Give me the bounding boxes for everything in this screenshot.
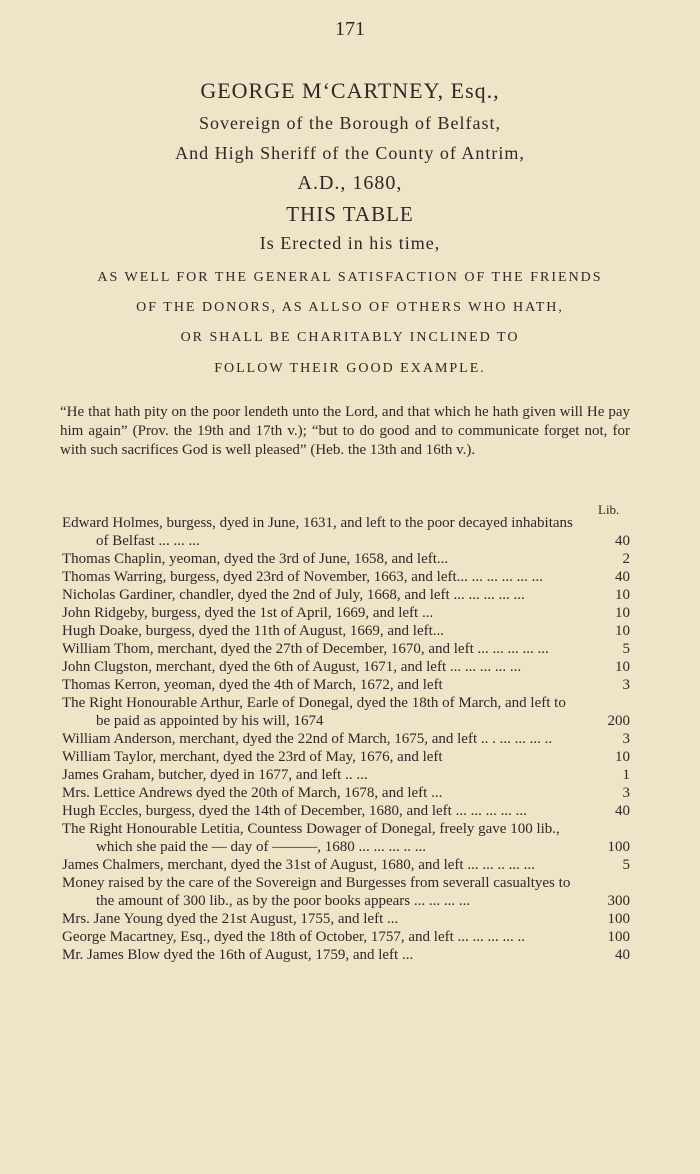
donor-entry-amount: 10 [615,623,630,639]
donor-entry-amount: 10 [615,749,630,765]
donor-entry-text: Nicholas Gardiner, chandler, dyed the 2nd of July, 1668, and left ... ... ... ... ... [62,587,525,603]
donor-entry-text: Hugh Eccles, burgess, dyed the 14th of December, 1680, and left ... ... ... ... ... [62,803,527,819]
donor-entry [62,604,638,622]
donor-entry [62,586,638,604]
donor-entry [62,820,638,856]
donor-entry-amount: 40 [615,803,630,819]
donor-entry-amount: 300 [607,893,630,909]
page-number: 171 [335,18,365,40]
donor-entry-text: Thomas Kerron, yeoman, dyed the 4th of March, 1672, and left [62,677,443,693]
donor-entry-amount: 5 [622,857,630,873]
donor-entry [62,658,638,676]
donor-entry-text: John Ridgeby, burgess, dyed the 1st of April, 1669, and left ... [62,605,434,621]
amount-header: Lib. [598,502,620,517]
donor-entry [62,766,638,784]
donor-entry [62,622,638,640]
donor-entry-amount: 100 [607,929,630,945]
donor-entry-text: Mrs. Lettice Andrews dyed the 20th of March, 1678, and left ... [62,785,443,801]
donor-entry [62,748,638,766]
donor-entry-text: Thomas Warring, burgess, dyed 23rd of November, 1663, and left... ... ... ... ... ... [62,569,543,585]
heading-line-3: OR SHALL BE CHARITABLY INCLINED TO [180,330,520,345]
donor-entry-amount: 100 [607,911,630,927]
donor-entry [62,946,638,964]
donor-entry-amount: 5 [622,641,630,657]
donor-entry-amount: 100 [607,839,630,855]
donor-entry [62,640,638,658]
donor-entry-text: William Thom, merchant, dyed the 27th of December, 1670, and left ... ... ... ... ... [62,641,549,657]
donor-entry-text: Edward Holmes, burgess, dyed in June, 1631, and left to the poor decayed inhabitans of Belfast ... ... ... [62,515,573,549]
donor-entry-amount: 3 [622,731,630,747]
donor-entry-amount: 10 [615,605,630,621]
donor-entry [62,874,638,910]
donor-entry-text: The Right Honourable Letitia, Countess Dowager of Donegal, freely gave 100 lib., which she paid the — day of ———, 1680 ... ... ... .. ... [62,821,560,855]
donor-entry-text: Thomas Chaplin, yeoman, dyed the 3rd of June, 1658, and left... [62,551,449,567]
heading-sheriff: And High Sheriff of the County of Antrim, [175,143,525,163]
donor-entry-amount: 1 [622,767,630,783]
donor-entry [62,910,638,928]
donor-entry-text: William Taylor, merchant, dyed the 23rd of May, 1676, and left [62,749,443,765]
donor-entry-text: Money raised by the care of the Sovereign and Burgesses from severall casualtyes to the amount of 300 lib., as by the poor books appears ... ... ... ... [62,875,571,909]
donor-entry [62,928,638,946]
heading-year: A.D., 1680, [297,172,403,194]
donor-entry-text: George Macartney, Esq., dyed the 18th of October, 1757, and left ... ... ... ... .. [62,929,526,945]
donor-entry [62,856,638,874]
donor-entry-amount: 40 [615,569,630,585]
donor-list [62,514,638,964]
donor-entry [62,802,638,820]
donor-entry-amount: 3 [622,785,630,801]
donor-entry [62,550,638,568]
donor-entry-text: James Graham, butcher, dyed in 1677, and left .. ... [62,767,368,783]
donor-entry-amount: 2 [622,551,630,567]
donor-entry-amount: 40 [615,533,630,549]
heading-line-1: AS WELL FOR THE GENERAL SATISFACTION OF THE FRIENDS [97,270,603,285]
donor-entry [62,730,638,748]
donor-entry-text: John Clugston, merchant, dyed the 6th of August, 1671, and left ... ... ... ... ... [62,659,522,675]
donor-entry-text: The Right Honourable Arthur, Earle of Donegal, dyed the 18th of March, and left to be paid as appointed by his will, 1674 [62,695,566,729]
donor-entry-text: Mr. James Blow dyed the 16th of August, 1759, and left ... [62,947,414,963]
donor-entry-amount: 3 [622,677,630,693]
heading-table: THIS TABLE [286,202,414,226]
donor-entry [62,694,638,730]
donor-entry [62,514,638,550]
donor-entry-amount: 200 [607,713,630,729]
donor-entry-text: James Chalmers, merchant, dyed the 31st of August, 1680, and left ... ... .. ... ... [62,857,535,873]
heading-line-4: FOLLOW THEIR GOOD EXAMPLE. [214,361,486,376]
heading-line-2: OF THE DONORS, AS ALLSO OF OTHERS WHO HATH, [136,300,564,315]
donor-entry [62,568,638,586]
donor-entry-amount: 10 [615,659,630,675]
donor-entry-amount: 10 [615,587,630,603]
donor-entry [62,784,638,802]
heading-erected: Is Erected in his time, [259,233,441,253]
donor-entry [62,676,638,694]
donor-entry-text: William Anderson, merchant, dyed the 22nd of March, 1675, and left .. . ... ... ... .. [62,731,553,747]
donor-entry-text: Hugh Doake, burgess, dyed the 11th of August, 1669, and left... [62,623,445,639]
donor-entry-text: Mrs. Jane Young dyed the 21st August, 1755, and left ... [62,911,399,927]
scripture-quote: “He that hath pity on the poor lendeth unto the Lord, and that which he hath given will He pay him again” (Prov. the 19th and 17th v.); “but to do good and to communicate forget not, for with such sacrifices God is well pleased” (Heb. the 13th and 16th v.). [60,404,630,458]
heading-title: Sovereign of the Borough of Belfast, [199,113,501,133]
donor-entry-amount: 40 [615,947,630,963]
heading-name: GEORGE M‘CARTNEY, Esq., [200,78,500,103]
